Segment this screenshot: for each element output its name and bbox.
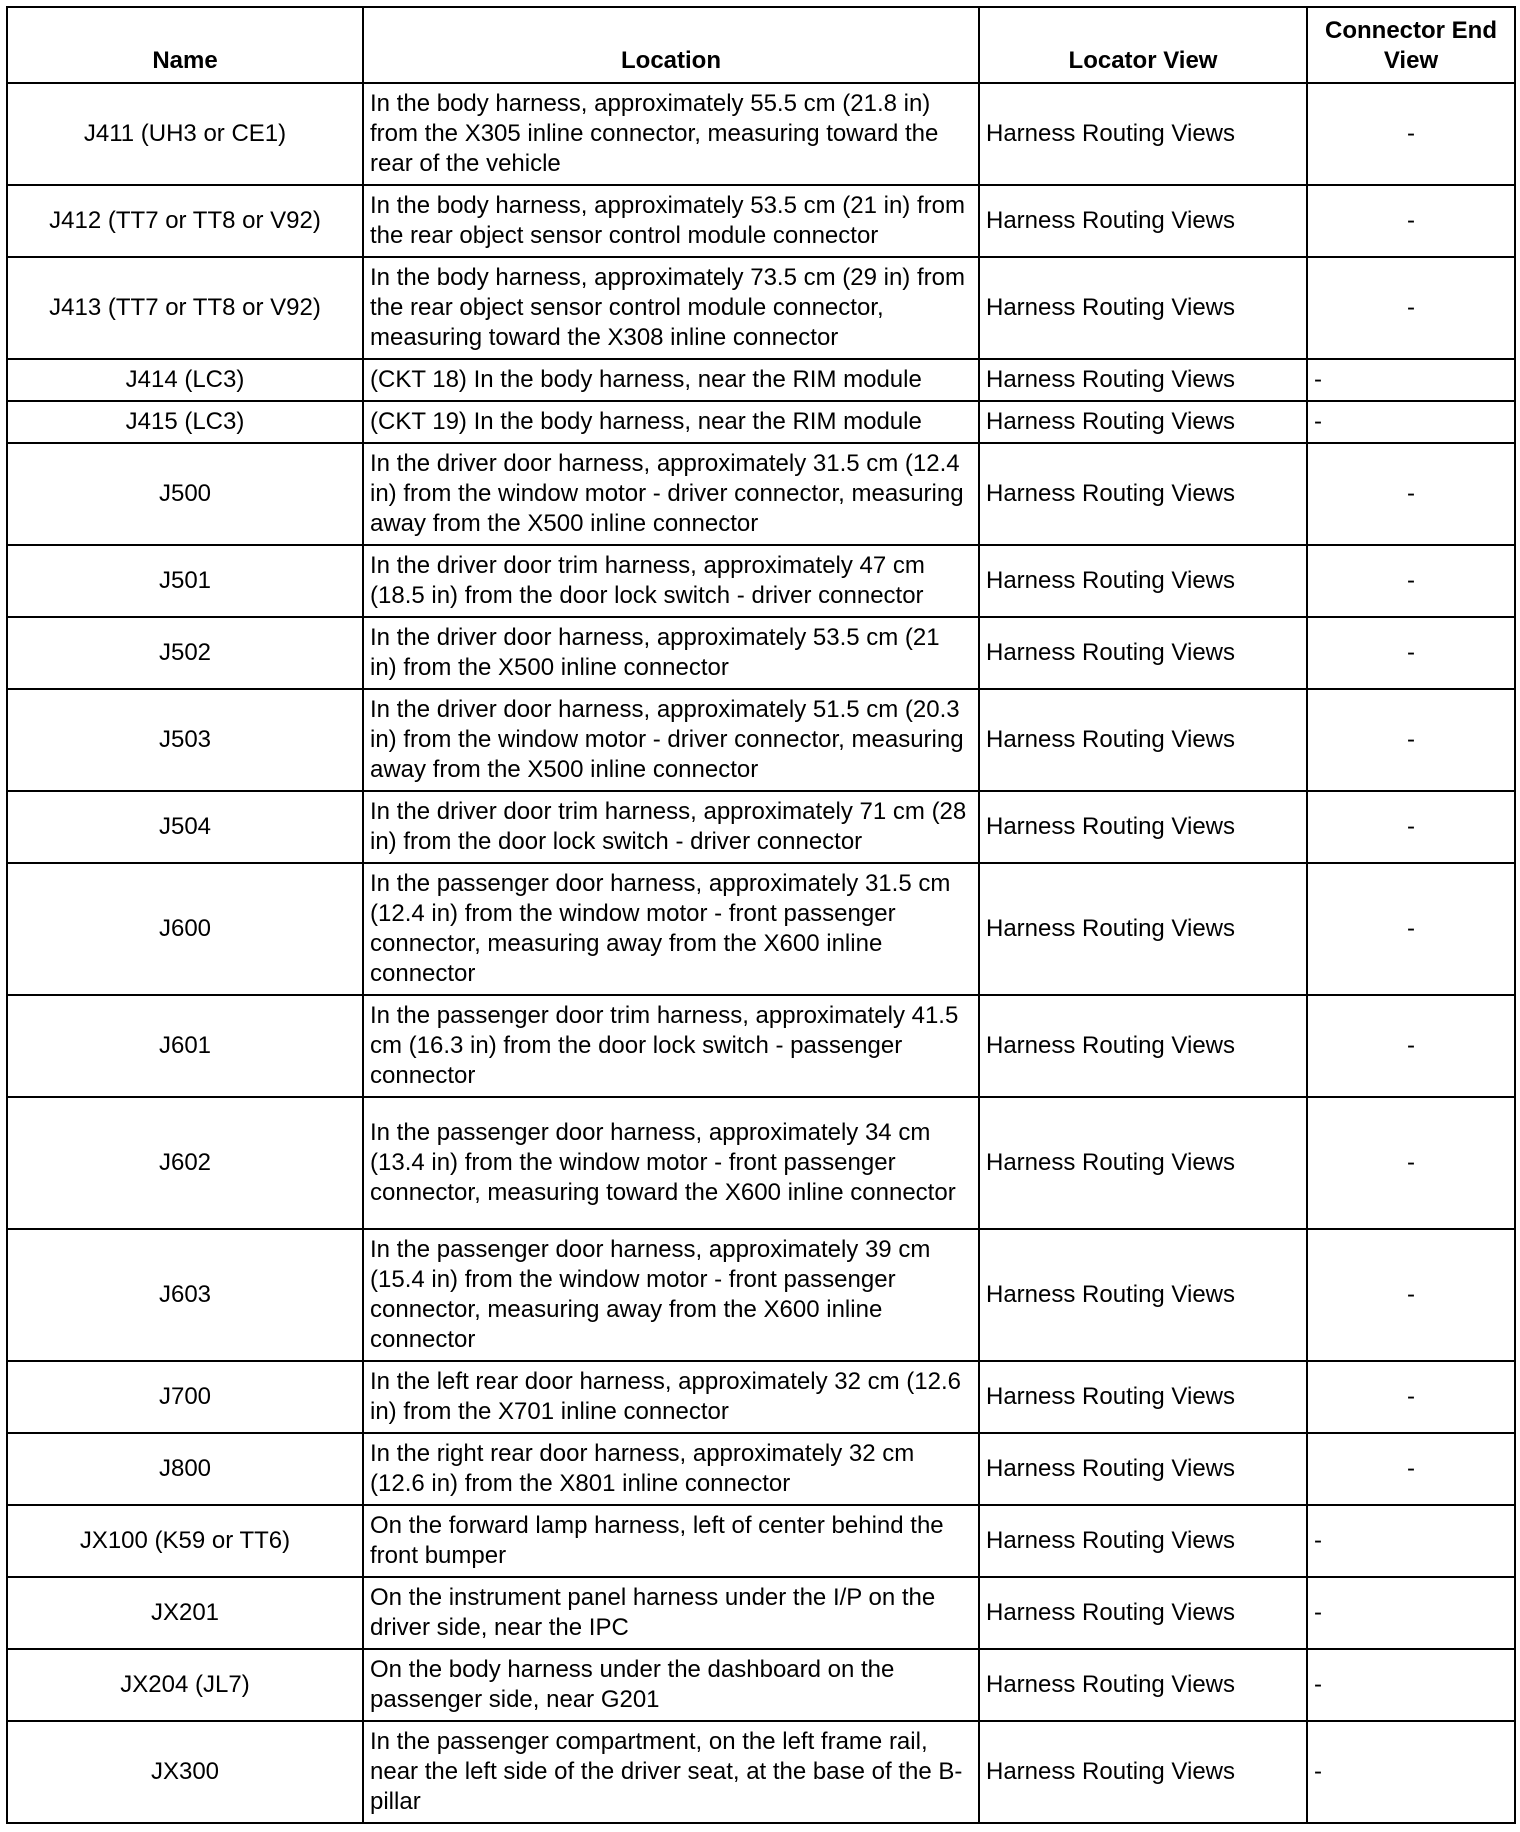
table-header-row (7, 7, 1515, 83)
cell-name: J413 (TT7 or TT8 or V92) (7, 257, 363, 359)
cell-connector-end-view: - (1307, 1361, 1515, 1433)
table-row (7, 1433, 1515, 1505)
cell-locator-view: Harness Routing Views (979, 617, 1307, 689)
cell-locator-view: Harness Routing Views (979, 545, 1307, 617)
cell-location: In the passenger door harness, approximately 39 cm (15.4 in) from the window motor - front passenger connector, measuring away from the X600 inline connector (363, 1229, 979, 1361)
cell-locator-view: Harness Routing Views (979, 185, 1307, 257)
cell-name: JX201 (7, 1577, 363, 1649)
cell-locator-view: Harness Routing Views (979, 1505, 1307, 1577)
cell-location: In the body harness, approximately 53.5 cm (21 in) from the rear object sensor control module connector (363, 185, 979, 257)
cell-locator-view: Harness Routing Views (979, 1721, 1307, 1823)
cell-location: In the passenger door harness, approximately 31.5 cm (12.4 in) from the window motor - front passenger connector, measuring away from the X600 inline connector (363, 863, 979, 995)
cell-locator-view: Harness Routing Views (979, 257, 1307, 359)
cell-locator-view: Harness Routing Views (979, 1097, 1307, 1229)
cell-location: In the driver door harness, approximately 51.5 cm (20.3 in) from the window motor - driver connector, measuring away from the X500 inline connector (363, 689, 979, 791)
table-row (7, 791, 1515, 863)
table-row (7, 617, 1515, 689)
cell-name: J415 (LC3) (7, 401, 363, 443)
cell-locator-view: Harness Routing Views (979, 1361, 1307, 1433)
cell-location: (CKT 19) In the body harness, near the RIM module (363, 401, 979, 443)
cell-connector-end-view: - (1307, 617, 1515, 689)
cell-locator-view: Harness Routing Views (979, 689, 1307, 791)
cell-name: J411 (UH3 or CE1) (7, 83, 363, 185)
cell-location: In the driver door harness, approximately 53.5 cm (21 in) from the X500 inline connector (363, 617, 979, 689)
cell-name: J602 (7, 1097, 363, 1229)
table-row (7, 1097, 1515, 1229)
cell-location: In the passenger door harness, approximately 34 cm (13.4 in) from the window motor - front passenger connector, measuring toward the X600 inline connector (363, 1097, 979, 1229)
cell-connector-end-view: - (1307, 443, 1515, 545)
cell-name: J603 (7, 1229, 363, 1361)
cell-locator-view: Harness Routing Views (979, 1229, 1307, 1361)
header-location: Location (363, 7, 979, 83)
cell-name: JX300 (7, 1721, 363, 1823)
cell-connector-end-view: - (1307, 359, 1515, 401)
cell-locator-view: Harness Routing Views (979, 1433, 1307, 1505)
document-page (6, 6, 1516, 1824)
table-row (7, 443, 1515, 545)
cell-name: J503 (7, 689, 363, 791)
cell-locator-view: Harness Routing Views (979, 1577, 1307, 1649)
cell-connector-end-view: - (1307, 1433, 1515, 1505)
cell-name: J502 (7, 617, 363, 689)
header-connector-end-view: Connector End View (1307, 7, 1515, 83)
table-row (7, 257, 1515, 359)
table-row (7, 689, 1515, 791)
cell-name: J504 (7, 791, 363, 863)
cell-connector-end-view: - (1307, 545, 1515, 617)
cell-locator-view: Harness Routing Views (979, 359, 1307, 401)
table-row (7, 995, 1515, 1097)
cell-locator-view: Harness Routing Views (979, 83, 1307, 185)
cell-name: J800 (7, 1433, 363, 1505)
cell-locator-view: Harness Routing Views (979, 443, 1307, 545)
cell-name: J412 (TT7 or TT8 or V92) (7, 185, 363, 257)
cell-name: JX100 (K59 or TT6) (7, 1505, 363, 1577)
cell-connector-end-view: - (1307, 257, 1515, 359)
cell-connector-end-view: - (1307, 1229, 1515, 1361)
cell-location: In the body harness, approximately 55.5 cm (21.8 in) from the X305 inline connector, measuring toward the rear of the vehicle (363, 83, 979, 185)
cell-location: In the passenger compartment, on the left frame rail, near the left side of the driver seat, at the base of the B-pillar (363, 1721, 979, 1823)
table-row (7, 1505, 1515, 1577)
cell-name: JX204 (JL7) (7, 1649, 363, 1721)
table-row (7, 401, 1515, 443)
cell-locator-view: Harness Routing Views (979, 791, 1307, 863)
cell-connector-end-view: - (1307, 1097, 1515, 1229)
cell-connector-end-view: - (1307, 83, 1515, 185)
table-row (7, 1649, 1515, 1721)
cell-location: In the driver door trim harness, approximately 71 cm (28 in) from the door lock switch - driver connector (363, 791, 979, 863)
table-row (7, 863, 1515, 995)
cell-name: J500 (7, 443, 363, 545)
cell-name: J601 (7, 995, 363, 1097)
cell-name: J414 (LC3) (7, 359, 363, 401)
header-locator-view: Locator View (979, 7, 1307, 83)
cell-location: In the passenger door trim harness, approximately 41.5 cm (16.3 in) from the door lock switch - passenger connector (363, 995, 979, 1097)
cell-connector-end-view: - (1307, 185, 1515, 257)
cell-name: J600 (7, 863, 363, 995)
cell-connector-end-view: - (1307, 1577, 1515, 1649)
table-row (7, 83, 1515, 185)
cell-location: On the instrument panel harness under the I/P on the driver side, near the IPC (363, 1577, 979, 1649)
header-name: Name (7, 7, 363, 83)
cell-connector-end-view: - (1307, 863, 1515, 995)
table-body (7, 83, 1515, 1823)
cell-connector-end-view: - (1307, 1649, 1515, 1721)
cell-locator-view: Harness Routing Views (979, 401, 1307, 443)
cell-location: In the body harness, approximately 73.5 cm (29 in) from the rear object sensor control module connector, measuring toward the X308 inline connector (363, 257, 979, 359)
cell-locator-view: Harness Routing Views (979, 863, 1307, 995)
cell-name: J501 (7, 545, 363, 617)
table-row (7, 545, 1515, 617)
connector-location-table (6, 6, 1516, 1824)
cell-location: In the driver door trim harness, approximately 47 cm (18.5 in) from the door lock switch - driver connector (363, 545, 979, 617)
cell-location: In the left rear door harness, approximately 32 cm (12.6 in) from the X701 inline connector (363, 1361, 979, 1433)
table-row (7, 1229, 1515, 1361)
table-row (7, 1577, 1515, 1649)
cell-location: In the driver door harness, approximately 31.5 cm (12.4 in) from the window motor - driver connector, measuring away from the X500 inline connector (363, 443, 979, 545)
cell-connector-end-view: - (1307, 401, 1515, 443)
cell-connector-end-view: - (1307, 1721, 1515, 1823)
table-row (7, 1361, 1515, 1433)
cell-connector-end-view: - (1307, 1505, 1515, 1577)
table-row (7, 185, 1515, 257)
cell-location: In the right rear door harness, approximately 32 cm (12.6 in) from the X801 inline connector (363, 1433, 979, 1505)
cell-location: On the body harness under the dashboard on the passenger side, near G201 (363, 1649, 979, 1721)
cell-location: On the forward lamp harness, left of center behind the front bumper (363, 1505, 979, 1577)
cell-connector-end-view: - (1307, 995, 1515, 1097)
cell-connector-end-view: - (1307, 791, 1515, 863)
cell-name: J700 (7, 1361, 363, 1433)
cell-connector-end-view: - (1307, 689, 1515, 791)
table-row (7, 1721, 1515, 1823)
cell-locator-view: Harness Routing Views (979, 1649, 1307, 1721)
cell-location: (CKT 18) In the body harness, near the RIM module (363, 359, 979, 401)
cell-locator-view: Harness Routing Views (979, 995, 1307, 1097)
table-row (7, 359, 1515, 401)
